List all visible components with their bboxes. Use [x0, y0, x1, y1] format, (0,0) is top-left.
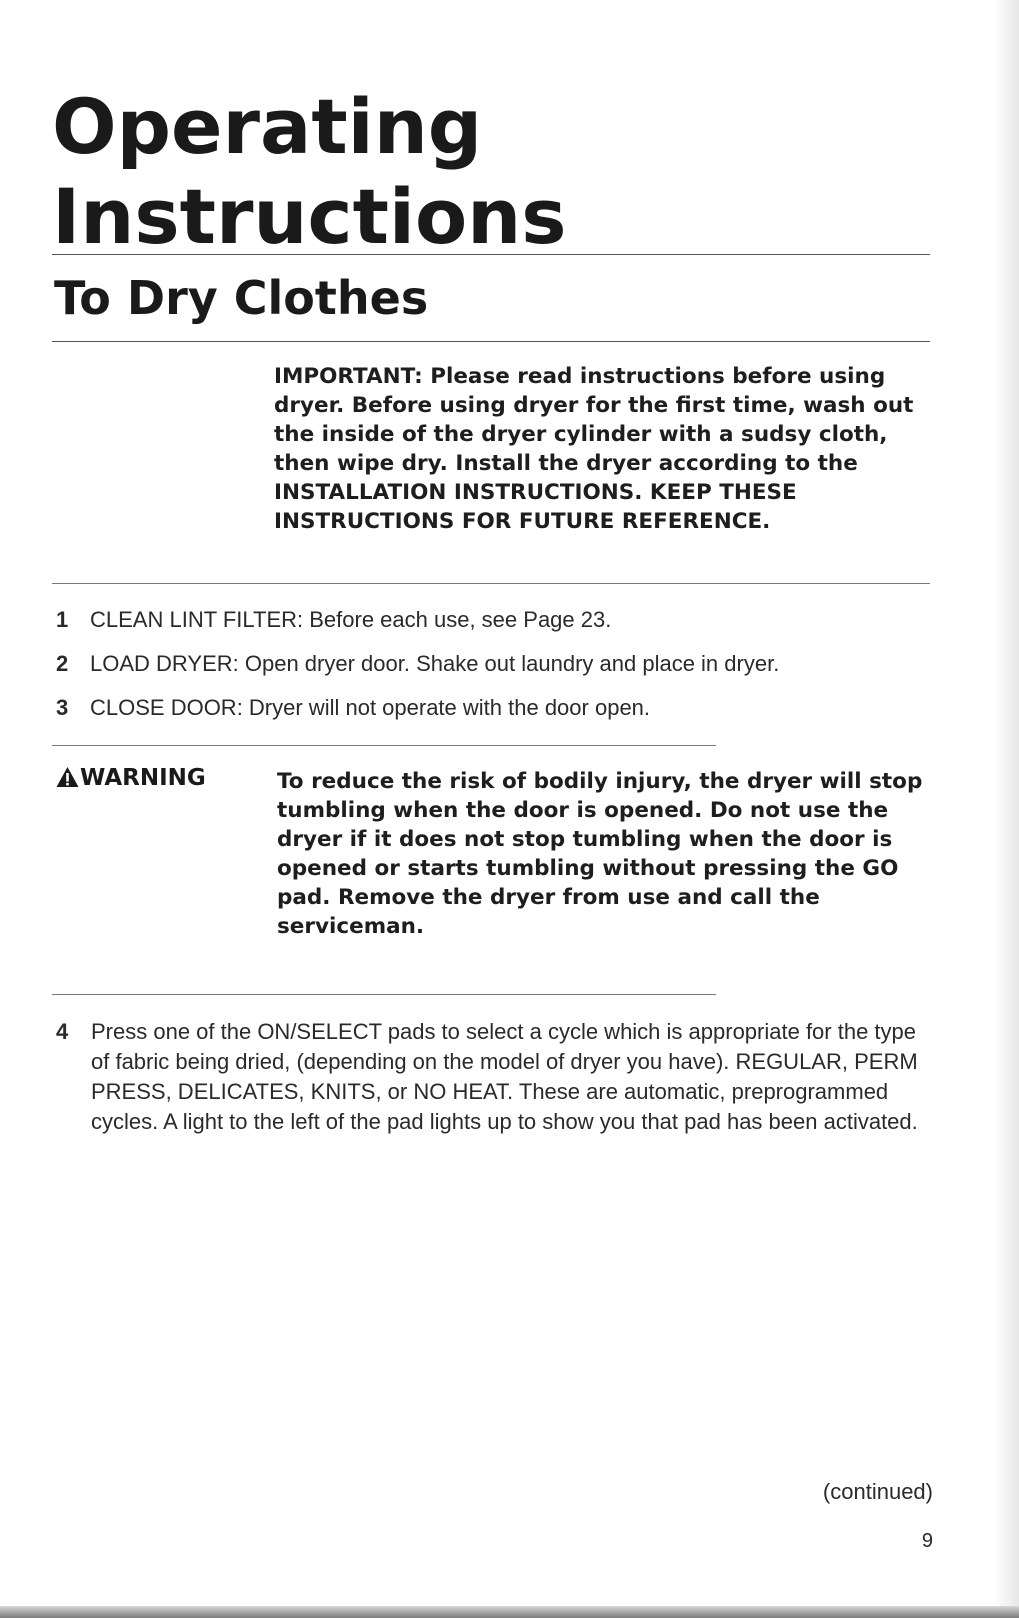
step-item	[56, 1017, 936, 1137]
page-number: 9	[921, 1530, 933, 1552]
page-bottom-edge	[0, 1606, 1019, 1618]
title-divider	[52, 254, 930, 255]
warning-label-text: WARNING	[80, 765, 206, 791]
warning-triangle-icon	[56, 766, 79, 788]
step-text: CLEAN LINT FILTER: Before each use, see Page 23.	[90, 607, 612, 632]
section-divider	[52, 341, 930, 342]
page-title	[52, 82, 567, 262]
warning-bottom-divider	[52, 994, 716, 995]
step-number: 4	[56, 1019, 69, 1044]
step-text: Press one of the ON/SELECT pads to select a cycle which is appropriate for the type of fabric being dried, (depending on the model of dryer you have). REGULAR, PERM PRESS, DELICATES, KNITS, or NO HEAT. These are automatic, preprogrammed cycles. A light to the left of the pad lights up to show you that pad has been activated.	[91, 1019, 918, 1134]
page-edge-shadow	[993, 0, 1019, 1618]
step-number: 3	[56, 695, 69, 720]
warning-label	[56, 764, 206, 792]
page-title-line-2: Instructions	[52, 172, 567, 261]
step-item	[56, 693, 650, 723]
section-title: To Dry Clothes	[54, 271, 429, 325]
warning-text: To reduce the risk of bodily injury, the dryer will stop tumbling when the door is opened. Do not use the dryer if it does not stop tumbling when the door is opened or starts tumbling without pressing the GO pad. Remove the dryer from use and call the serviceman.	[277, 769, 923, 939]
step-item	[56, 605, 611, 635]
step-number: 1	[56, 607, 69, 632]
step-text: CLOSE DOOR: Dryer will not operate with the door open.	[90, 695, 651, 720]
notice-divider	[52, 583, 930, 584]
continued-note: (continued)	[822, 1479, 933, 1504]
step-number: 2	[56, 651, 69, 676]
warning-top-divider	[52, 745, 716, 746]
important-notice: IMPORTANT: Please read instructions before using dryer. Before using dryer for the first time, wash out the inside of the dryer cylinder with a sudsy cloth, then wipe dry. Install the dryer according to the INSTALLATION INSTRUCTIONS. KEEP THESE INSTRUCTIONS FOR FUTURE REFERENCE.	[274, 364, 914, 534]
step-text: LOAD DRYER: Open dryer door. Shake out laundry and place in dryer.	[90, 651, 780, 676]
step-item	[56, 649, 779, 679]
page-title-line-1: Operating	[52, 82, 483, 171]
